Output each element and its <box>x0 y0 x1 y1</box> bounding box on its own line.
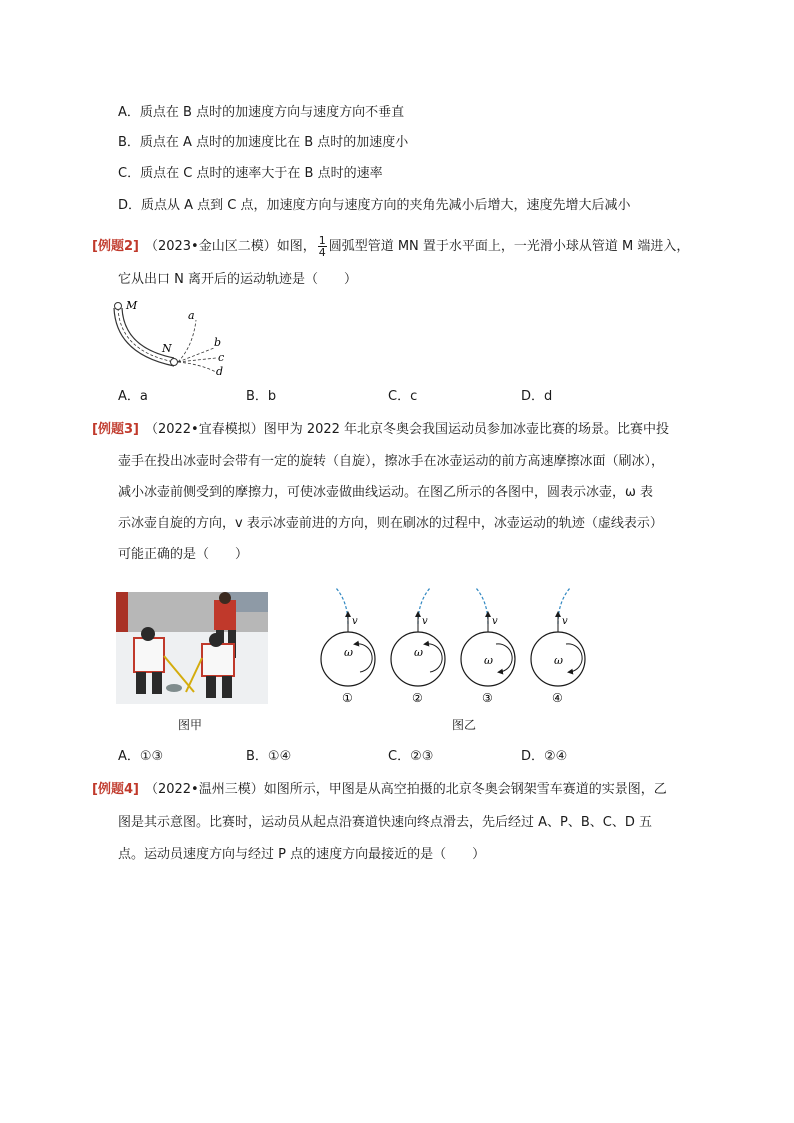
label-n: N <box>162 342 172 355</box>
spin-arrow-3 <box>496 644 512 672</box>
example4-line2: 图是其示意图。比赛时，运动员从起点沿赛道快速向终点滑去，先后经过 A、P、B、C、D 五 <box>118 815 653 830</box>
example3-line1 <box>92 421 669 439</box>
number-label-3: ③ <box>482 691 493 705</box>
v-label-3: v <box>492 616 498 627</box>
label-a: a <box>188 309 195 322</box>
label-d: d <box>216 365 224 378</box>
option-b: B．质点在 A 点时的加速度比在 B 点时的加速度小 <box>118 135 409 150</box>
omega-label-1: ω <box>344 646 353 659</box>
stone-3 <box>461 588 515 686</box>
v-label-2: v <box>422 616 428 627</box>
spin-arrow-2 <box>426 644 442 672</box>
caption-figure-a: 图甲 <box>178 718 203 732</box>
omega-label-3: ω <box>484 654 493 667</box>
example3-line2: 壶手在投出冰壶时会带有一定的旋转（自旋），擦冰手在冰壶运动的前方高速摩擦冰面（刷冰）， <box>118 454 665 469</box>
example2-option-b: B．b <box>246 389 277 404</box>
stone-4 <box>531 588 585 686</box>
point-n-circle <box>171 359 178 366</box>
caption-figure-b: 图乙 <box>452 718 477 732</box>
example3-tag: [例题3] <box>92 422 139 437</box>
stone-2 <box>391 588 445 686</box>
spin-arrow-4 <box>566 644 582 672</box>
example3-option-a: A．①③ <box>118 749 164 764</box>
stone-circle-2 <box>391 632 445 686</box>
example2-line1 <box>92 235 689 258</box>
example2-text-after: 圆弧型管道 MN 置于水平面上，一光滑小球从管道 M 端进入， <box>328 239 690 254</box>
trajectory-b <box>178 348 214 362</box>
option-c: C．质点在 C 点时的速率大于在 B 点时的速率 <box>118 166 383 181</box>
example3-line4: 示冰壶自旋的方向，v 表示冰壶前进的方向，则在刷冰的过程中，冰壶运动的轨迹（虚线表示） <box>118 516 663 531</box>
option-a: A．质点在 B 点时的加速度方向与速度方向不垂直 <box>118 105 405 120</box>
label-b: b <box>214 336 222 349</box>
label-c: c <box>218 351 225 364</box>
trajectory-1 <box>336 588 348 624</box>
example2-option-a: A．a <box>118 389 148 404</box>
example2-tag: [例题2] <box>92 239 139 254</box>
spin-arrow-1 <box>356 644 372 672</box>
stone-1 <box>321 588 375 686</box>
example3-line3: 减小冰壶前侧受到的摩擦力，可使冰壶做曲线运动。在图乙所示的各图中，圆表示冰壶，ω 表 <box>118 485 654 500</box>
number-label-4: ④ <box>552 691 563 705</box>
example4-line3: 点。运动员速度方向与经过 P 点的速度方向最接近的是（ ） <box>118 847 486 862</box>
v-label-1: v <box>352 616 358 627</box>
example2-option-c: C．c <box>388 389 418 404</box>
example4-text: （2022•温州三模）如图所示，甲图是从高空拍摄的北京冬奥会钢架雪车赛道的实景图，乙 <box>144 782 667 797</box>
stone-circle-1 <box>321 632 375 686</box>
example3-text: （2022•宜春模拟）图甲为 2022 年北京冬奥会我国运动员参加冰壶比赛的场景。比赛中投 <box>144 422 670 437</box>
curling-photo <box>116 592 268 704</box>
trajectory-3 <box>476 588 488 624</box>
quarter-fraction: $\frac{1}{4}$ <box>318 234 326 259</box>
example4-tag: [例题4] <box>92 782 139 797</box>
example3-option-b: B．①④ <box>246 749 292 764</box>
omega-label-4: ω <box>554 654 563 667</box>
example3-option-d: D．②④ <box>521 749 568 764</box>
omega-label-2: ω <box>414 646 423 659</box>
example3-option-c: C．②③ <box>388 749 434 764</box>
pipe-diagram <box>108 296 238 378</box>
number-label-1: ① <box>342 691 353 705</box>
example2-line2: 它从出口 N 离开后的运动轨迹是（ ） <box>118 272 357 287</box>
v-label-4: v <box>562 616 568 627</box>
option-d: D．质点从 A 点到 C 点，加速度方向与速度方向的夹角先减小后增大，速度先增大后减小 <box>118 198 631 213</box>
label-m: M <box>126 299 138 312</box>
example3-line5: 可能正确的是（ ） <box>118 547 249 562</box>
example2-text-before: （2023•金山区二模）如图， <box>144 239 316 254</box>
point-m-circle <box>115 303 122 310</box>
example4-line1 <box>92 781 667 799</box>
trajectory-d <box>178 362 216 372</box>
number-label-2: ② <box>412 691 423 705</box>
example2-option-d: D．d <box>521 389 553 404</box>
curling-diagram <box>310 582 590 706</box>
